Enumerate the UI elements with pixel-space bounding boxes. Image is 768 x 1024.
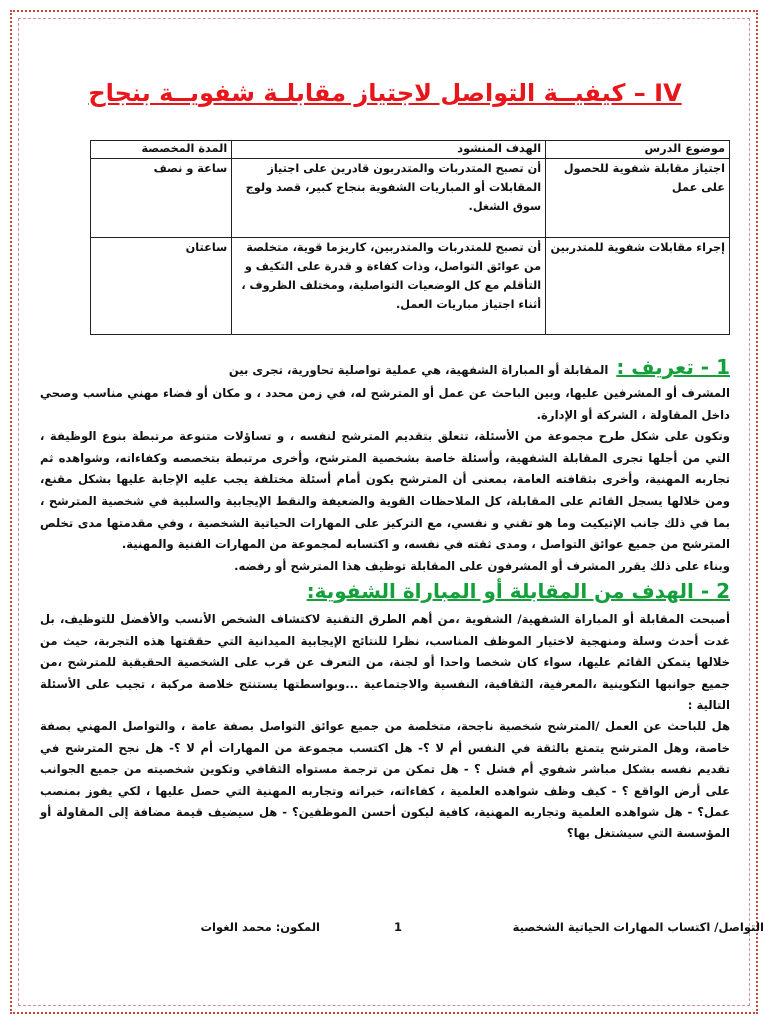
table-header-row	[91, 141, 730, 159]
header-duration: المدة المخصصة	[91, 141, 232, 159]
header-lesson-subject: موضوع الدرس	[546, 141, 730, 159]
section-1-heading	[40, 355, 730, 383]
section-1-paragraph: وبناء على ذلك يقرر المشرف أو المشرفون على المقابلة توظيف هذا المترشح أو رفضه.	[234, 558, 730, 573]
footer-course-title: التواصل/ اكتساب المهارات الحياتية الشخصية	[512, 920, 764, 934]
document-page	[40, 28, 730, 998]
header-goal: الهدف المنشود	[232, 141, 546, 159]
cell-lesson-subject: إجراء مقابلات شفوية للمتدربين	[546, 238, 730, 335]
table-row	[91, 238, 730, 335]
section-2-paragraph: أصبحت المقابلة أو المباراة الشفهية/ الشفوية ،من أهم الطرق التقنية لاكتشاف الشخص الأنسب والأفضل للتوظيف، بل غدت أحدث وسلة ومنهجية لاختيار الموظف المناسب، نظرا للنتائج الإيجابية الميدانية التي حققتها هذه التجربة، حيث من خلالها يتمكن القائم عليها، سواء كان شخصا واحدا أو لجنة، من التعرف عن قرب على الشخصية الحقيقية للمترشح ،من جميع جوانبها التكوينية ،المعرفية، الثقافية، النفسية والاجتماعية ...وبواسطتها يستنتج خلاصة مركبة ، تجيب على الأسئلة التالية :	[40, 612, 730, 712]
cell-lesson-subject: اجتياز مقابلة شفوية للحصول على عمل	[546, 159, 730, 238]
cell-goal: أن تصبح للمتدربات والمتدربين، كاريزما قوية، متخلصة من عوائق التواصل، وذات كفاءة و قدرة على التكيف و التأقلم مع كل الوضعيات التواصلية، ومختلف الظروف ، أثناء اجتياز مباريات العمل.	[232, 238, 546, 335]
cell-goal: أن تصبح المتدربات والمتدربون قادرين على اجتياز المقابلات أو المباريات الشفوية بنجاح كبير، قصد ولوج سوق الشغل.	[232, 159, 546, 238]
section-1-lead-text: المقابلة أو المباراة الشفهية، هي عملية تواصلية تحاورية، تجرى بين	[228, 363, 609, 377]
cell-duration: ساعتان	[91, 238, 232, 335]
section-1-paragraph: المشرف أو المشرفين عليها، وبين الباحث عن عمل أو المترشح له، في زمن محدد ، و مكان أو فضاء مهني مناسب وصحي داخل المقاولة ، الشركة أو الإدارة.	[40, 386, 730, 422]
section-1-title: 1 - تعريف :	[616, 355, 730, 379]
section-1-paragraph: وتكون على شكل طرح مجموعة من الأسئلة، تتعلق بتقديم المترشح لنفسه ، و تساؤلات متنوعة مرتبطة بنوع الوظيفة ، التي من أجلها تجرى المقابلة الشفهية، وأسئلة خاصة بشخصية المترشح، وأخرى مرتبطة بتخصصه وكفاءاته، وشواهده ثم تجاربه المهنية، وأخرى بثقافته العامة، بمعنى أن المترشح يكون أمام أسئلة مختلفة يجب عليه الإجابة عليها بشكل مقنع، ومن خلالها يسجل القائم على المقابلة، كل الملاحظات القوية والضعيفة والنقط الإيجابية والسلبية في شخصية المترشح ، بما في ذلك جانب الإتيكيت وما هو تقني و نفسي، مع التركيز على المهارات الحياتية الشخصية ، وفي مقدمتها مدى تخلص المترشح من جميع عوائق التواصل ، ومدى ثقته في نفسه، و اكتسابه لمجموعة من المهارات الفنية والمهنية.	[40, 429, 730, 552]
section-2-title: 2 - الهدف من المقابلة أو المباراة الشفوية:	[306, 579, 730, 604]
table-row	[91, 159, 730, 238]
document-title: IV – كيفيــة التواصل لاجتياز مقابلـة شفويــة بنجاح	[88, 79, 682, 107]
cell-duration: ساعة و نصف	[91, 159, 232, 238]
section-2-heading	[40, 579, 730, 609]
lesson-plan-table	[90, 140, 730, 335]
section-2-paragraph: هل للباحث عن العمل /المترشح شخصية ناجحة، متخلصة من جميع عوائق التواصل بصفة عامة ، والتواصل المهني بصفة خاصة، وهل المترشح يتمتع بالثقة في النفس أم لا ؟- هل اكتسب مجموعة من المهارات أم لا ؟- هل نجح المترشح في تقديم نفسه بشكل مباشر شفوي أم فشل ؟ - هل تمكن من ترجمة مستواه الثقافي وتكوين شخصيته من جميع الجوانب على أرض الواقع ؟ - كيف وظف شواهده العلمية ، كفاءاته، خبراته وتجاربه المهنية التي حصل عليها ، لكي يفوز بمنصب عمل؟ - هل شواهده العلمية وتجاربه المهنية، كافية ليكون أحسن الموظفين؟ - هل سيضيف قيمة مضافة إلى المقاولة أو المؤسسة التي سيشتغل بها؟	[40, 719, 730, 841]
footer-page-number: 1	[393, 920, 402, 934]
footer-author: المكون: محمد الغوات	[200, 920, 320, 934]
page-footer	[124, 920, 764, 942]
